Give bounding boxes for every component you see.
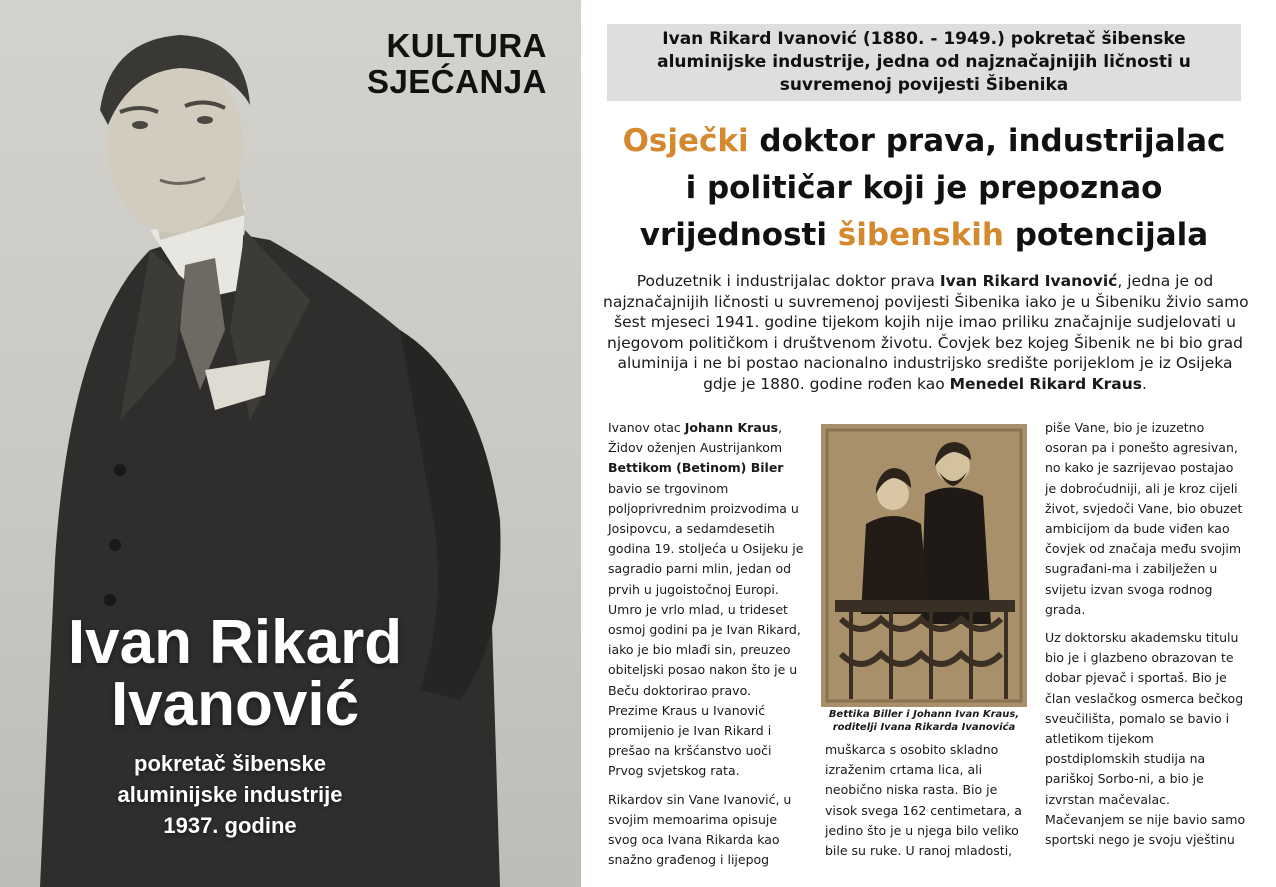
body-line: sveučilišta, pomalo se bavio i	[1045, 710, 1230, 726]
body-line: Beču doktorirao pravo.	[608, 682, 751, 698]
lead-line: aluminija i ne bi postao nacionalno industrijsko središte porijeklom je iz Osijeka	[617, 354, 1233, 372]
lead-line: njegovom političkom i društvenom životu. Čovjek bez kojeg Šibenik ne bi bio grad	[607, 333, 1243, 352]
kicker-line2: aluminijske industrije, jedna od najznačajnijih ličnosti u	[657, 52, 1191, 72]
body-line: je dobroćudniji, ali je kroz cijeli	[1045, 480, 1238, 496]
body-column-left	[608, 418, 808, 870]
body-line: godina 19. stoljeća u Osijeku je	[608, 541, 804, 557]
body-line: izraženim crtama lica, ali	[825, 762, 983, 778]
photo-caption-line1: Bettika Biller i Johann Ivan Kraus,	[828, 709, 1020, 720]
section-title-line2: SJEĆANJA	[366, 63, 547, 100]
body-line	[608, 418, 808, 438]
body-line: dobar pjevač i sportaš. Bio je	[1045, 670, 1227, 686]
body-line: bavio se trgovinom	[608, 480, 729, 496]
lead-text: Poduzetnik i industrijalac doktor prava	[636, 272, 940, 290]
hero-subtitle-line2: aluminijske industrije	[117, 782, 343, 807]
body-line: svog oca Ivana Rikarda kao	[608, 832, 780, 848]
body-line: grada.	[1045, 601, 1086, 617]
body-line: neobično niska rasta. Bio je	[825, 782, 998, 798]
body-line: čovjek od značaja među svojim	[1045, 541, 1242, 557]
lead-text: .	[1141, 374, 1147, 393]
lead-line: najznačajnijih ličnosti u suvremenoj povijesti Šibenika iako je u Šibeniku živio samo	[603, 292, 1249, 311]
body-column-right	[1045, 418, 1255, 850]
lead-text: , jedna je od	[1117, 272, 1214, 290]
body-line: član veslačkog osmerca bečkog	[1045, 690, 1244, 706]
body-line: snažno građenog i lijepog	[608, 852, 770, 868]
body-line: Uz doktorsku akademsku titulu	[1045, 630, 1239, 646]
body-column-middle	[825, 740, 1025, 861]
headline	[601, 118, 1247, 259]
lead-bold-birthname: Menedel Rikard Kraus	[949, 374, 1142, 393]
lead-paragraph	[603, 271, 1247, 394]
lead-line	[603, 374, 1247, 395]
body-line: pariškoj Sorbo-ni, a bio je	[1045, 771, 1204, 787]
body-line: svijetu izvan svoga rodnog	[1045, 581, 1213, 597]
headline-line1-rest: doktor prava, industrijalac	[748, 123, 1226, 159]
photo-caption	[819, 708, 1029, 734]
body-line: Josipovcu, a sedamdesetih	[608, 521, 775, 537]
body-line: Židov oženjen Austrijankom	[608, 440, 783, 456]
body-line	[608, 458, 808, 478]
hero-name-line1: Ivan Rikard	[67, 608, 403, 677]
lead-text: gdje je 1880. godine rođen kao	[703, 374, 950, 393]
body-text: ,	[778, 420, 783, 435]
body-line: atletikom tijekom	[1045, 731, 1154, 747]
kicker-line3: suvremenoj povijesti Šibenika	[779, 75, 1069, 95]
headline-line3-post: potencijala	[1003, 217, 1209, 253]
body-line: visok svega 162 centimetara, a	[825, 802, 1022, 818]
body-line: sagradio parni mlin, jedan od	[608, 561, 792, 577]
body-line: no kako je sazrijevao postajao	[1045, 460, 1234, 476]
body-line: Umro je vrlo mlad, u trideset	[608, 601, 788, 617]
body-line: promijenio je Ivan Rikard i	[608, 723, 772, 739]
body-line: jedino što je u njega bilo veliko	[825, 822, 1019, 838]
body-line: svojim memoarima opisuje	[608, 811, 778, 827]
hero-subtitle-line3: 1937. godine	[163, 813, 297, 838]
body-line: izvrstan mačevalac.	[1045, 791, 1170, 807]
kicker-line1: Ivan Rikard Ivanović (1880. - 1949.) pokretač šibenske	[662, 29, 1186, 49]
body-line: Mačevanjem se nije bavio samo	[1045, 811, 1246, 827]
body-line: bio je i glazbeno obrazovan te	[1045, 650, 1234, 666]
body-bold-mother: Bettikom (Betinom) Biler	[608, 460, 784, 476]
body-line: Prezime Kraus u Ivanović	[608, 702, 766, 718]
body-line: sportski nego je svoju vještinu	[1045, 832, 1235, 848]
section-title	[287, 28, 547, 100]
body-line: sugrađani-ma i zabilježen u	[1045, 561, 1218, 577]
body-line: muškarca s osobito skladno	[825, 742, 999, 757]
body-line: ambicijom da bude viđen kao	[1045, 521, 1230, 537]
headline-line2: i političar koji je prepoznao	[685, 170, 1163, 206]
body-line: piše Vane, bio je izuzetno	[1045, 420, 1205, 435]
kicker-box	[607, 24, 1241, 101]
body-line: osmoj godini pa je Ivan Rikard,	[608, 622, 801, 638]
body-line: prvih u jugoistočnoj Europi.	[608, 581, 779, 597]
headline-line1	[601, 118, 1247, 165]
cover-photo-panel	[0, 0, 581, 887]
section-title-line1: KULTURA	[386, 27, 547, 64]
paragraph-gap	[608, 782, 808, 790]
paragraph-gap	[1045, 620, 1255, 628]
body-line: obiteljski posao nakon što je u	[608, 662, 798, 678]
hero-subtitle	[70, 748, 390, 841]
body-line: postdiplomskih studija na	[1045, 751, 1206, 767]
body-bold-father: Johann Kraus	[684, 420, 779, 435]
parents-photo	[821, 424, 1027, 707]
body-text: Ivanov otac	[608, 420, 685, 435]
balcony-rail	[835, 600, 1015, 612]
headline-line3	[601, 212, 1247, 259]
article	[581, 0, 1276, 887]
hero-name-line2: Ivanović	[110, 670, 360, 739]
body-line: prešao na kršćanstvo uoči	[608, 743, 772, 759]
hero-subtitle-line1: pokretač šibenske	[134, 751, 326, 776]
photo-caption-line2: roditelji Ivana Rikarda Ivanovića	[832, 722, 1016, 733]
body-line: Rikardov sin Vane Ivanović, u	[608, 791, 792, 807]
body-line: život, svjedoči Vane, bio obuzet	[1045, 500, 1243, 516]
lead-bold-name: Ivan Rikard Ivanović	[939, 272, 1118, 290]
body-line: poljoprivrednim proizvodima u	[608, 500, 799, 516]
hero-name	[30, 608, 440, 739]
body-line: iako je bio mlađi sin, preuzeo	[608, 642, 791, 658]
headline-accent-sibenskih: šibenskih	[837, 217, 1004, 253]
headline-line3-pre: vrijednosti	[639, 217, 838, 253]
headline-accent-osjecki: Osječki	[622, 123, 749, 159]
lead-line	[603, 271, 1247, 292]
woman-dress	[861, 516, 929, 614]
body-line: osoran pa i ponešto agresivan,	[1045, 440, 1238, 456]
body-line: bile su ruke. U ranoj mladosti,	[825, 843, 1013, 859]
lead-line: šest mjeseci 1941. godine tijekom kojih nije imao priliku značajnije sudjelovati u	[614, 313, 1236, 331]
body-line: Prvog svjetskog rata.	[608, 763, 740, 779]
